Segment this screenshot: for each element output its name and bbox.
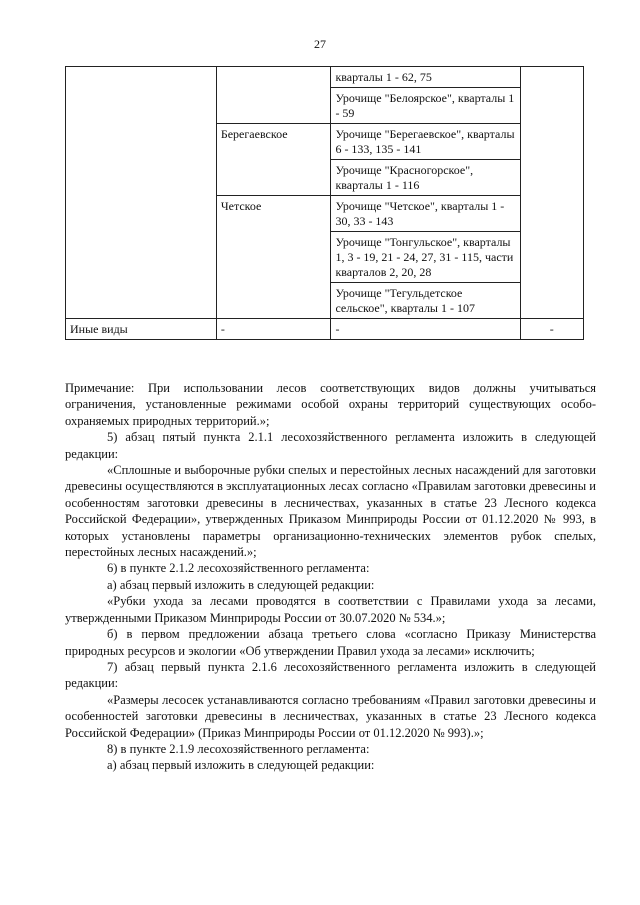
table-cell-forestry: Берегаевское <box>216 124 331 196</box>
table-cell-empty <box>216 67 331 124</box>
table-cell-empty <box>66 67 217 319</box>
paragraph: 7) абзац первый пункта 2.1.6 лесохозяйственного регламента изложить в следующей редакции: <box>65 659 596 691</box>
table-cell-urochishche: Урочище "Тегульдетское сельское", кварталы 1 - 107 <box>331 283 520 319</box>
paragraph: 5) абзац пятый пункта 2.1.1 лесохозяйственного регламента изложить в следующей редакции: <box>65 430 596 461</box>
paragraph: 8) в пункте 2.1.9 лесохозяйственного регламента: <box>107 741 370 756</box>
paragraph: а) абзац первый изложить в следующей редакции: <box>107 758 375 773</box>
note-paragraph: Примечание: При использовании лесов соответствующих видов должны учитываться ограничения, установленные режимами особой охраны территорий существующих особо-охраняемых природных территорий.»; <box>65 381 596 428</box>
paragraph: «Рубки ухода за лесами проводятся в соответствии с Правилами ухода за лесами, утвержденными Приказом Минприроды России от 30.07.2020 № 534.»; <box>65 594 596 625</box>
paragraph: «Размеры лесосек устанавливаются согласно требованиям «Правил заготовки древесины и особенностей заготовки древесины в лесничествах, указанных в статье 23 Лесного кодекса Российской Федерации» (Приказ Минприроды России от 01.12.2020 № 993).»; <box>65 692 596 740</box>
table-cell-urochishche: Урочище "Тонгульское", кварталы 1, 3 - 19, 21 - 24, 27, 31 - 115, части кварталов 2, 20, 28 <box>331 232 520 283</box>
page-number: 27 <box>314 37 326 51</box>
paragraph: 6) в пункте 2.1.2 лесохозяйственного регламента: <box>107 561 370 576</box>
table-cell-dash: - <box>520 319 584 340</box>
table-cell-use-type: Иные виды <box>66 319 217 340</box>
table-cell-dash: - <box>216 319 331 340</box>
table-cell-empty <box>520 67 584 319</box>
table-cell-dash: - <box>331 319 520 340</box>
table-cell-urochishche: Урочище "Четское", кварталы 1 - 30, 33 - 143 <box>331 196 520 232</box>
paragraph: б) в первом предложении абзаца третьего слова «согласно Приказу Министерства природных ресурсов и экологии «Об утверждении Правил ухода за лесами» исключить; <box>65 627 596 658</box>
table-row <box>66 67 584 88</box>
table-cell-forestry: Четское <box>216 196 331 319</box>
regulation-table <box>65 66 584 340</box>
paragraph: «Сплошные и выборочные рубки спелых и перестойных лесных насаждений для заготовки древесины осуществляются в эксплуатационных лесах согласно «Правилам заготовки древесины и особенностям заготовки древесины в лесничествах, указанных в статье 23 Лесного кодекса Российской Федерации», утвержденных Приказом Минприроды России от 01.12.2020 № 993, в которых установлены параметры организационно-технических элементов рубок спелых, перестойных лесных насаждений.»; <box>65 463 596 560</box>
table-cell-urochishche: Урочище "Берегаевское", кварталы 6 - 133, 135 - 141 <box>331 124 520 160</box>
table-cell-urochishche: Урочище "Красногорское", кварталы 1 - 116 <box>331 160 520 196</box>
document-body <box>65 380 596 774</box>
paragraph: а) абзац первый изложить в следующей редакции: <box>107 577 375 592</box>
table-row <box>66 319 584 340</box>
table-cell-urochishche: кварталы 1 - 62, 75 <box>331 67 520 88</box>
table-cell-urochishche: Урочище "Белоярское", кварталы 1 - 59 <box>331 88 520 124</box>
